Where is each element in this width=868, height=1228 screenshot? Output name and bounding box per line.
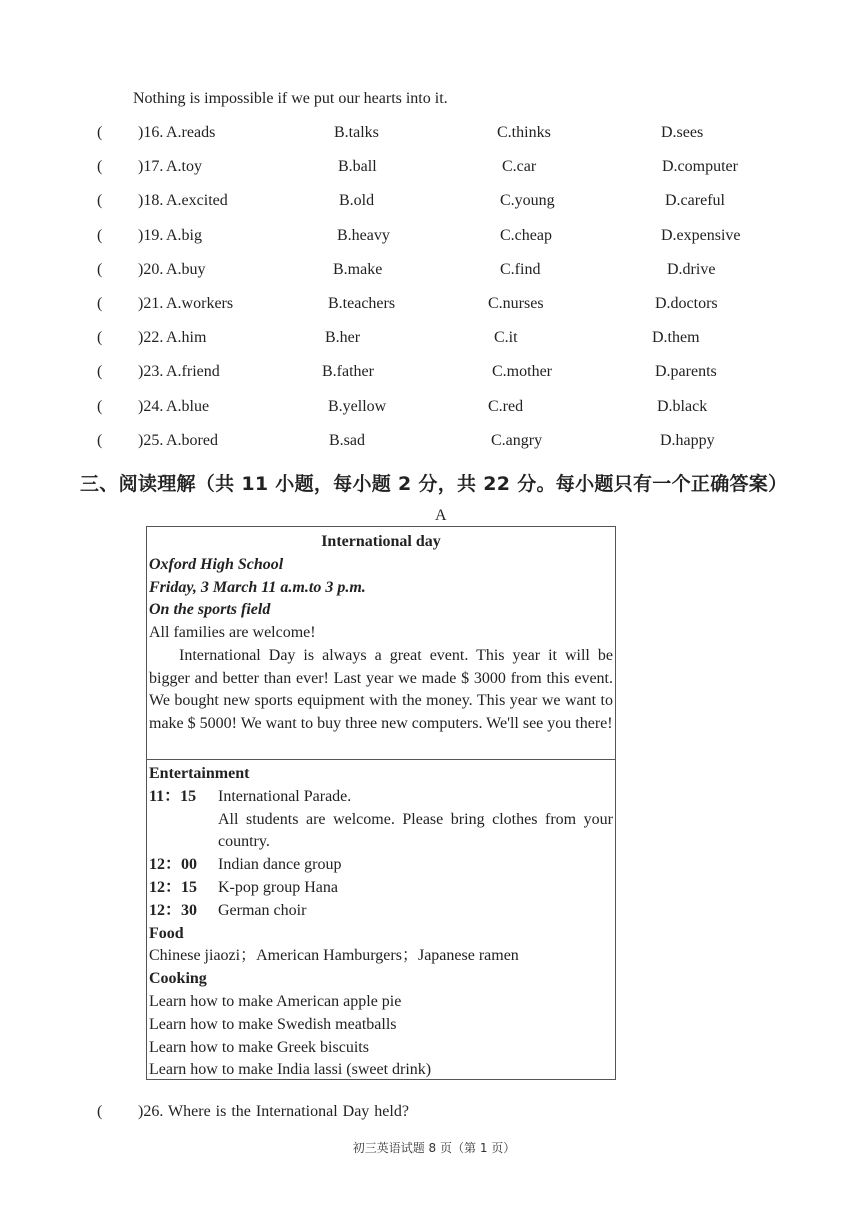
cooking-heading: Cooking [149, 970, 207, 988]
schedule-item [149, 877, 613, 900]
question-row [0, 192, 868, 216]
option-b: B.ball [338, 158, 377, 176]
food-heading: Food [149, 924, 184, 942]
notice-paragraph [149, 645, 613, 735]
answer-paren[interactable]: ( [97, 329, 103, 347]
question-row [0, 124, 868, 148]
cooking-item: Learn how to make American apple pie [149, 992, 402, 1010]
option-c: C.mother [492, 363, 552, 381]
option-a: A.bored [166, 431, 218, 449]
answer-paren[interactable]: ( [97, 397, 103, 415]
option-d: D.careful [665, 192, 725, 210]
section-title: 三、阅读理解（共 11 小题，每小题 2 分，共 22 分。每小题只有一个正确答案） [80, 473, 788, 495]
answer-paren[interactable]: ( [97, 158, 103, 176]
question-row [0, 432, 868, 456]
question-26-text: )26. Where is the International Day held? [138, 1103, 409, 1120]
cooking-item: Learn how to make India lassi (sweet drink) [149, 1061, 432, 1079]
question-row [0, 295, 868, 319]
question-26 [0, 1103, 868, 1127]
answer-paren[interactable]: ( [97, 295, 103, 312]
notice-time: Friday, 3 March 11 a.m.to 3 p.m. [149, 578, 366, 596]
schedule-time: 12：30 [149, 901, 198, 919]
option-a: A.toy [166, 158, 202, 176]
option-b: B.talks [334, 124, 379, 141]
schedule-list [149, 786, 613, 923]
notice-divider [147, 759, 615, 760]
question-row [0, 329, 868, 353]
option-d: D.expensive [661, 226, 741, 244]
option-c: C.nurses [488, 295, 544, 312]
option-d: D.happy [660, 431, 715, 449]
notice-title: International day [321, 533, 441, 550]
passage-label: A [435, 507, 447, 524]
schedule-note: All students are welcome. Please bring clothes from your country. [218, 810, 613, 851]
schedule-time: 12：15 [149, 878, 198, 896]
answer-paren[interactable]: ( [97, 431, 103, 449]
option-b: B.her [325, 329, 361, 347]
answer-paren[interactable]: ( [97, 260, 103, 278]
page-footer: 初三英语试题 8 页（第 1 页） [352, 1141, 516, 1155]
option-c: C.find [500, 260, 541, 278]
option-d: D.drive [667, 260, 716, 278]
schedule-desc: German choir [218, 901, 307, 919]
question-number: )16. [138, 124, 164, 141]
option-a: A.friend [166, 363, 220, 381]
food-line: Chinese jiaozi；American Hamburgers；Japanese ramen [149, 947, 519, 965]
option-a: A.buy [166, 260, 206, 278]
cooking-item: Learn how to make Greek biscuits [149, 1038, 369, 1056]
notice-program [149, 763, 613, 1082]
schedule-desc: Indian dance group [218, 856, 342, 874]
option-a: A.blue [166, 397, 210, 415]
question-number: )20. [138, 260, 164, 278]
schedule-desc: International Parade. [218, 787, 352, 805]
question-number: )23. [138, 363, 164, 381]
notice-paragraph-text: International Day is always a great event. This year it will be bigger and better than ever! Last year we made $ 3000 from this event. We bought new sports equipment with the money. This year we want to make $ 5000! We want to buy three new computers. We'll see you there! [149, 646, 613, 732]
answer-paren[interactable]: ( [97, 363, 103, 381]
question-number: )17. [138, 158, 164, 176]
option-c: C.red [488, 397, 524, 415]
schedule-item [149, 786, 613, 809]
option-a: A.excited [166, 192, 228, 210]
notice-header [149, 531, 613, 735]
question-row [0, 227, 868, 251]
intro-sentence: Nothing is impossible if we put our hearts into it. [133, 90, 448, 107]
schedule-item [149, 854, 613, 877]
option-b: B.sad [329, 431, 365, 449]
question-number: )24. [138, 397, 164, 415]
cooking-item: Learn how to make Swedish meatballs [149, 1015, 397, 1033]
option-a: A.workers [166, 295, 234, 312]
option-c: C.car [502, 158, 537, 176]
notice-welcome: All families are welcome! [149, 624, 316, 642]
answer-paren[interactable]: ( [97, 1103, 103, 1120]
notice-place: On the sports field [149, 601, 271, 619]
option-d: D.sees [661, 124, 704, 141]
option-b: B.make [333, 260, 383, 278]
question-row [0, 261, 868, 285]
option-d: D.computer [662, 158, 738, 176]
notice-school: Oxford High School [149, 555, 284, 573]
option-d: D.doctors [655, 295, 718, 312]
option-c: C.angry [491, 431, 543, 449]
option-a: A.reads [166, 124, 216, 141]
cooking-list [149, 991, 613, 1082]
question-number: )18. [138, 192, 164, 210]
question-number: )19. [138, 226, 164, 244]
schedule-item [149, 900, 613, 923]
question-row [0, 158, 868, 182]
entertainment-heading: Entertainment [149, 765, 250, 782]
option-a: A.big [166, 226, 202, 244]
option-d: D.them [652, 329, 700, 347]
option-c: C.cheap [500, 226, 552, 244]
option-c: C.young [500, 192, 555, 210]
answer-paren[interactable]: ( [97, 124, 103, 141]
option-d: D.parents [655, 363, 717, 381]
schedule-time: 12：00 [149, 856, 198, 874]
answer-paren[interactable]: ( [97, 192, 103, 210]
option-b: B.teachers [328, 295, 396, 312]
option-d: D.black [657, 397, 708, 415]
option-b: B.yellow [328, 397, 387, 415]
question-number: )22. [138, 329, 164, 347]
question-row [0, 398, 868, 422]
question-row [0, 363, 868, 387]
question-number: )25. [138, 431, 164, 449]
notice-box [146, 526, 616, 1080]
option-c: C.thinks [497, 124, 551, 141]
schedule-time: 11：15 [149, 787, 197, 805]
option-b: B.father [322, 363, 374, 381]
question-number: )21. [138, 295, 164, 312]
option-c: C.it [494, 329, 518, 347]
schedule-desc: K-pop group Hana [218, 878, 338, 896]
option-a: A.him [166, 329, 207, 347]
option-b: B.heavy [337, 226, 390, 244]
answer-paren[interactable]: ( [97, 226, 103, 244]
option-b: B.old [339, 192, 375, 210]
